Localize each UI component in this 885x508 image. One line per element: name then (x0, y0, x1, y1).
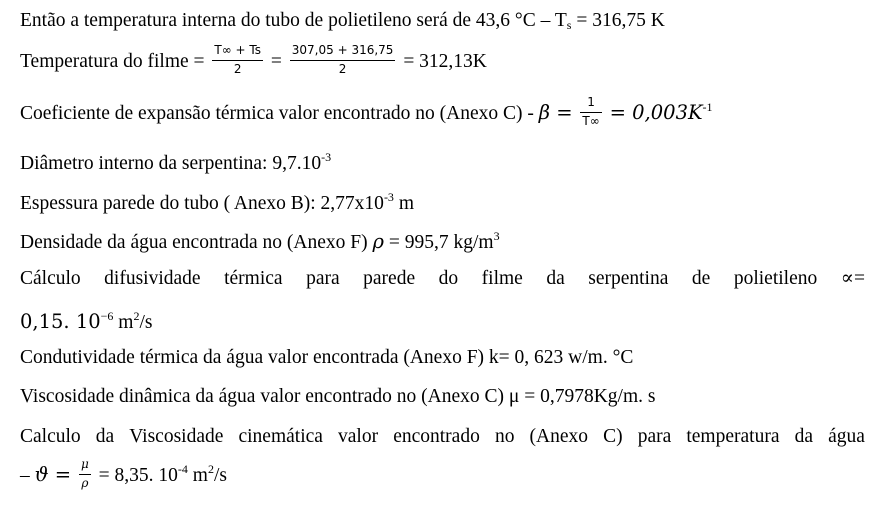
fraction (580, 96, 601, 129)
equals: = (270, 50, 282, 72)
text: m (113, 312, 134, 333)
line-diffusivity-value (20, 310, 152, 333)
theta-symbol: ϑ = (34, 462, 72, 486)
denominator: T∞ (582, 113, 600, 128)
value: 0,15. 10 (20, 310, 101, 333)
word: no (494, 426, 515, 447)
fraction (79, 458, 91, 491)
numerator: 1 (580, 96, 601, 113)
word: Viscosidade (129, 426, 224, 447)
text: m (393, 193, 414, 214)
word: (Anexo (529, 426, 589, 447)
word: temperatura (686, 426, 780, 447)
line-internal-temperature (20, 11, 665, 31)
denominator: 2 (233, 61, 242, 76)
word: Calculo (20, 426, 81, 447)
word: da (95, 426, 115, 447)
rho-symbol: ρ (372, 230, 384, 253)
text: /s (213, 464, 227, 486)
line-film-temperature (20, 43, 487, 79)
line-thermal-diffusivity (20, 269, 865, 289)
denominator: ρ (81, 475, 89, 490)
word: térmica (224, 268, 283, 289)
word: polietileno (733, 268, 818, 289)
superscript: 3 (493, 229, 500, 243)
word: para (637, 426, 672, 447)
superscript: 2 (133, 309, 140, 323)
denominator: 2 (338, 61, 347, 76)
word: filme (481, 268, 523, 289)
word: valor (338, 426, 379, 447)
text: /s (139, 312, 153, 333)
line-kinematic-viscosity (20, 427, 865, 447)
line-wall-thickness (20, 191, 414, 214)
text: Densidade da água encontrada no (Anexo F) (20, 232, 373, 253)
superscript: -3 (321, 150, 332, 164)
fraction-formula (212, 44, 263, 77)
numerator: 307,05 + 316,75 (290, 44, 396, 61)
text: Condutividade térmica da água valor encontrada (Anexo F) k= 0, 623 w/m. °C (20, 347, 634, 368)
text: = 316,75 K (571, 10, 665, 31)
word: do (438, 268, 459, 289)
superscript: 2 (207, 461, 214, 476)
word: da (794, 426, 813, 447)
line-expansion-coefficient (20, 95, 713, 131)
numerator: T∞ + Ts (212, 44, 263, 61)
word: da (546, 268, 565, 289)
word: difusividade (104, 268, 201, 289)
word: água (828, 426, 865, 447)
text: m (187, 464, 208, 486)
word: de (691, 268, 711, 289)
superscript: -4 (177, 461, 188, 476)
word: Cálculo (20, 268, 81, 289)
line-dynamic-viscosity (20, 387, 655, 407)
value: = 8,35. 10 (98, 464, 178, 486)
superscript: −6 (100, 309, 114, 323)
line-kinematic-value (20, 457, 227, 493)
word: serpentina (588, 268, 669, 289)
subscript: s (566, 18, 572, 32)
text: = 312,13K (403, 50, 487, 72)
value: = 995,7 kg/m (383, 232, 494, 253)
text: – (20, 464, 35, 486)
word: C) (603, 426, 623, 447)
value: = 0,003K (609, 100, 703, 124)
beta-symbol: β = (538, 100, 573, 124)
word: cinemática (238, 426, 323, 447)
word: para (306, 268, 340, 289)
text: Então a temperatura interna do tubo de polietileno será de 43,6 °C – T (20, 10, 567, 31)
word: ∝= (840, 268, 865, 289)
line-thermal-conductivity (20, 348, 633, 368)
text: Temperatura do filme = (20, 50, 205, 72)
text: Viscosidade dinâmica da água valor encontrado no (Anexo C) μ = 0,7978Kg/m. s (20, 386, 656, 407)
line-water-density (20, 230, 500, 253)
word: encontrado (393, 426, 480, 447)
superscript: -3 (383, 190, 394, 204)
text: Diâmetro interno da serpentina: 9,7.10 (20, 153, 322, 174)
line-internal-diameter (20, 151, 331, 174)
superscript: -1 (702, 99, 713, 114)
fraction-values (290, 44, 396, 77)
word: parede (363, 268, 416, 289)
text: Coeficiente de expansão térmica valor encontrado no (Anexo C) - (20, 102, 539, 124)
numerator: μ (79, 458, 91, 475)
text: Espessura parede do tubo ( Anexo B): 2,77x10 (20, 193, 384, 214)
